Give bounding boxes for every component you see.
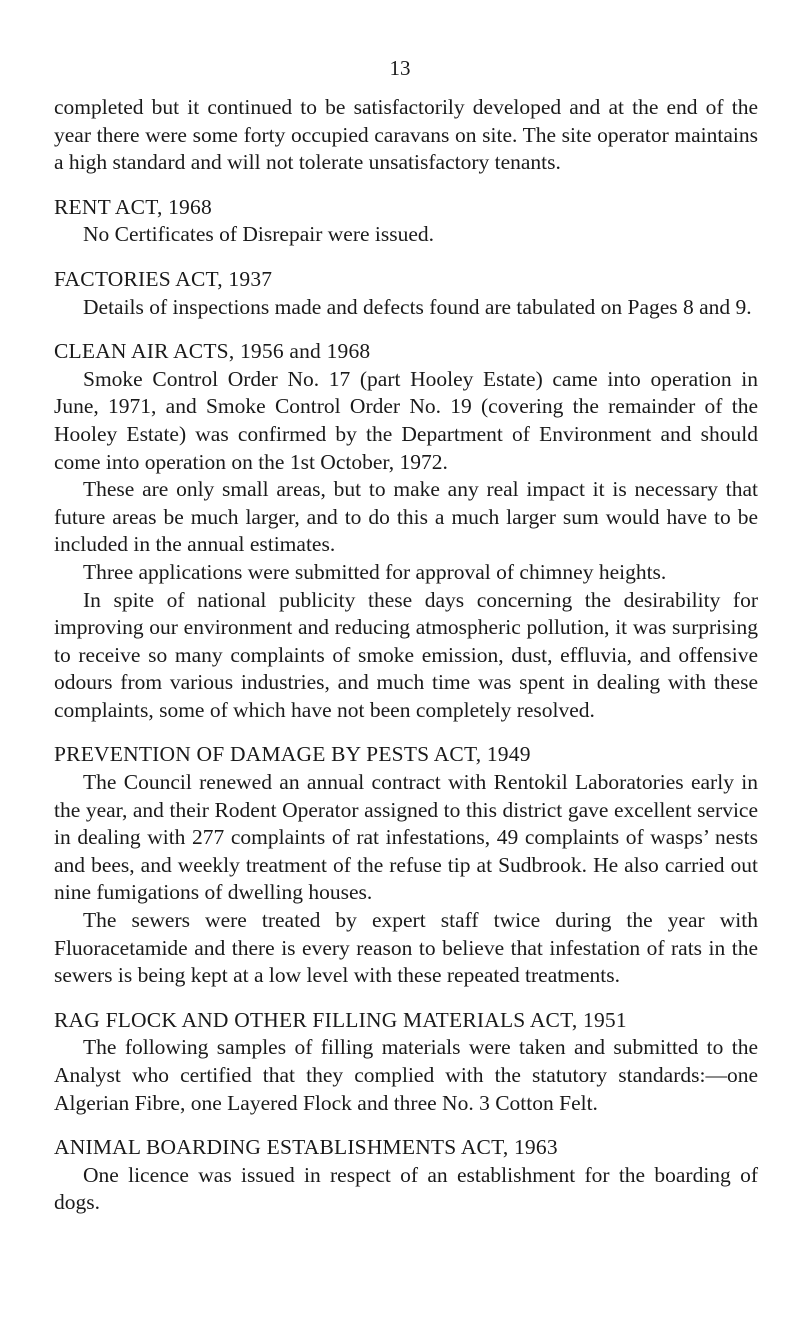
- section-heading: ANIMAL BOARDING ESTABLISHMENTS ACT, 1963: [54, 1135, 558, 1160]
- section-heading: RAG FLOCK AND OTHER FILLING MATERIALS ACT, 1951: [54, 1007, 627, 1032]
- section-heading: FACTORIES ACT, 1937: [54, 266, 273, 291]
- section-paragraph: The Council renewed an annual contract with Rentokil Laboratories early in the year, and their Rodent Operator assigned to this district gave excellent service in dealing with 277 complaints of rat infestations, 49 complaints of wasps’ nests and bees, and weekly treatment of the refuse tip at Sudbrook. He also carried out nine fumigations of dwelling houses.: [54, 770, 758, 905]
- section-paragraph: One licence was issued in respect of an establishment for the boarding of dogs.: [54, 1162, 758, 1215]
- section-heading: PREVENTION OF DAMAGE BY PESTS ACT, 1949: [54, 742, 531, 767]
- section-paragraph: The sewers were treated by expert staff twice during the year with Fluoracetamide and there is every reason to believe that infestation of rats in the sewers is being kept at a low level with these repeated treatments.: [54, 908, 758, 988]
- section-rag-flock-act: [54, 1007, 758, 1117]
- section-rent-act: [54, 194, 758, 249]
- section-paragraph: No Certificates of Disrepair were issued.: [83, 222, 435, 247]
- section-paragraph: Details of inspections made and defects found are tabulated on Pages 8 and 9.: [83, 294, 752, 319]
- section-factories-act: [54, 266, 758, 321]
- section-paragraph: Three applications were submitted for approval of chimney heights.: [83, 559, 667, 584]
- section-clean-air-acts: [54, 338, 758, 724]
- page-number: 13: [389, 56, 411, 80]
- section-paragraph: In spite of national publicity these days concerning the desirability for improving our environment and reducing atmospheric pollution, it was surprising to receive so many complaints of smoke emission, dust, effluvia, and offensive odours from various industries, and much time was spent in dealing with these complaints, some of which have not been completely resolved.: [54, 587, 758, 722]
- section-paragraph: The following samples of filling materials were taken and submitted to the Analyst who certified that they complied with the statutory standards:—one Algerian Fibre, one Layered Flock and three No. 3 Cotton Felt.: [54, 1035, 758, 1115]
- document-body: [54, 94, 758, 1217]
- section-heading: CLEAN AIR ACTS, 1956 and 1968: [54, 339, 371, 364]
- section-heading: RENT ACT, 1968: [54, 194, 212, 219]
- section-animal-boarding-act: [54, 1134, 758, 1217]
- section-paragraph: Smoke Control Order No. 17 (part Hooley Estate) came into operation in June, 1971, and Smoke Control Order No. 19 (covering the remainder of the Hooley Estate) was confirmed by the Department of Environment and should come into operation on the 1st October, 1972.: [54, 366, 758, 474]
- section-pests-act: [54, 741, 758, 989]
- section-paragraph: These are only small areas, but to make any real impact it is necessary that future areas be much larger, and to do this a much larger sum would have to be included in the annual estimates.: [54, 477, 758, 557]
- opening-paragraph: completed but it continued to be satisfactorily developed and at the end of the year there were some forty occupied caravans on site. The site operator maintains a high standard and will not tolerate unsatisfactory tenants.: [54, 95, 758, 175]
